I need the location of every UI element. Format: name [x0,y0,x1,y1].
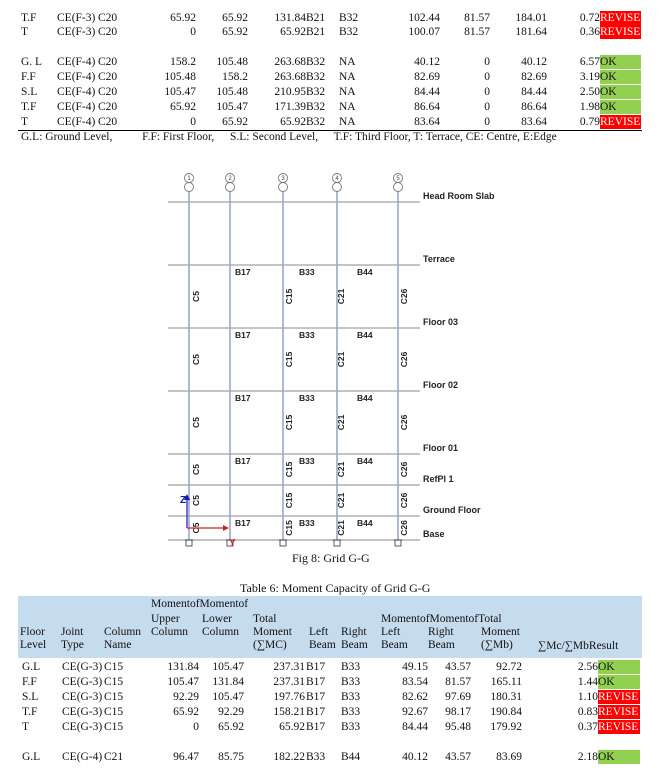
cell-ratio: 0.79 [579,116,600,128]
cell-l: 82.69 [414,71,440,83]
result-badge: REVISE [598,691,639,703]
table6-caption: Table 6: Moment Capacity of Grid G-G [240,581,431,595]
cell-floor: S.L [21,86,38,98]
table-row [0,660,664,674]
cell-col: C15 [104,721,124,733]
cell-col: C15 [104,661,124,673]
table-row [0,750,664,764]
cell-lower: 65.92 [222,12,248,24]
cell-total: 263.68 [274,71,306,83]
axis-y-label: Y [229,538,236,549]
cell-col: C15 [104,706,124,718]
column-label: C5 [191,291,201,302]
cell-tm: 165.11 [490,676,522,688]
cell-lower: 92.29 [218,706,244,718]
cell-joint: CE(F-3) [57,12,96,24]
cell-tm: 92.72 [496,661,522,673]
result-badge: OK [600,85,641,99]
cell-floor: T [21,26,29,38]
column-label: C26 [399,461,409,478]
cell-l: 49.15 [402,661,428,673]
cell-rt: 43.57 [445,751,471,763]
column-label: C26 [399,288,409,305]
column-label: C5 [191,495,201,506]
result-badge: OK [598,675,640,689]
cell-floor: T [22,721,30,733]
column-label: C15 [284,461,294,478]
cell-ratio: 1.44 [577,676,598,688]
cell-floor: T.F [21,101,37,113]
table-row [0,690,664,704]
column-label: C5 [191,417,201,428]
cell-floor: S.L [22,691,39,703]
h-total: Total Moment (∑MC) [253,613,292,651]
axis-z-label: Z [180,495,187,506]
cell-tm: 180.31 [490,691,522,703]
cell-l: 82.62 [402,691,428,703]
figure-caption: Fig 8: Grid G-G [292,551,370,565]
cell-rt: 0 [484,71,490,83]
cell-l: 83.64 [414,116,440,128]
h-total-moment: Moment (∑Mb) [481,626,520,651]
legend-gl: G.L: Ground Level, [21,131,113,143]
h-right-beam: Right Beam [341,626,368,651]
cell-lb: B17 [306,676,326,688]
cell-total: 65.92 [279,721,305,733]
cell-floor: T [21,116,29,128]
cell-upper: 0 [193,721,199,733]
cell-lb: B32 [306,71,326,83]
h-ratio-result: ∑Mc/∑MbResult [538,640,619,652]
grid-bubble-label: 5 [396,176,400,182]
cell-rt: 98.17 [445,706,471,718]
level-label: Floor 02 [423,380,459,390]
column-label: C21 [336,288,346,305]
h-floor: Floor Level [20,626,47,651]
h-left-beam: Left Beam [309,626,336,651]
cell-lower: 65.92 [222,116,248,128]
cell-floor: G. L [21,56,43,68]
cell-joint: CE(F-4) [57,116,96,128]
cell-floor: G.L [22,661,41,673]
cell-lower: 158.2 [222,71,248,83]
cell-total: 197.76 [273,691,305,703]
cell-rt: 0 [484,116,490,128]
column-label: C5 [191,354,201,365]
level-label: Terrace [423,254,455,264]
cell-tm: 181.64 [515,26,547,38]
cell-lb: B32 [306,86,326,98]
cell-joint: CE(F-4) [57,71,96,83]
cell-upper: 158.2 [170,56,196,68]
support-icon [280,540,286,546]
legend-sl: S.L: Second Level, [229,131,319,143]
cell-col: C20 [98,12,118,24]
cell-total: 182.22 [273,751,305,763]
table-row [0,705,664,719]
cell-total: 237.31 [273,661,305,673]
table6-header [18,596,642,658]
cell-total: 263.68 [274,56,306,68]
level-label: Floor 03 [423,317,459,327]
level-label: Ground Floor [423,505,481,515]
cell-col: C15 [104,676,124,688]
cell-col: C20 [98,86,118,98]
column-label: C15 [284,492,294,509]
grid-bubble-label: 2 [228,176,232,182]
cell-upper: 131.84 [167,661,199,673]
cell-ratio: 0.36 [579,26,600,38]
cell-ratio: 2.56 [577,661,598,673]
h-rb: Right Beam [428,626,455,651]
column-label: C21 [336,351,346,368]
grid-bubble [279,183,288,192]
cell-rt: 95.48 [445,721,471,733]
cell-floor: T.F [22,706,38,718]
cell-col: C15 [104,691,124,703]
cell-tm: 83.64 [521,116,547,128]
h-lower: Lower Column [202,613,240,638]
grid-bubble [226,183,235,192]
h-lb: Left Beam [381,626,408,651]
cell-rb: NA [339,71,356,83]
result-badge: REVISE [598,706,639,718]
column-label: C15 [284,414,294,431]
cell-ratio: 1.98 [579,101,600,113]
cell-col: C21 [104,751,124,763]
h-moment-top: MomentofMomentof [151,598,249,610]
cell-rb: NA [339,56,356,68]
cell-joint: CE(G-4) [62,751,103,763]
column-label: C5 [191,464,201,475]
cell-l: 84.44 [402,721,428,733]
cell-l: 92.67 [402,706,428,718]
beam-label: B33 [299,330,315,340]
beam-label: B33 [299,393,315,403]
h-column: Column Name [104,626,142,651]
cell-total: 237.31 [273,676,305,688]
cell-ratio: 1.10 [577,691,598,703]
result-badge: REVISE [598,721,639,733]
cell-l: 86.64 [414,101,440,113]
cell-lower: 85.75 [218,751,244,763]
cell-lower: 105.47 [212,661,244,673]
cell-upper: 0 [190,116,196,128]
h-joint: Joint Type [61,626,84,651]
cell-joint: CE(F-4) [57,101,96,113]
column-label: C5 [191,522,201,534]
cell-rb: B33 [341,706,361,718]
cell-tm: 184.01 [515,12,547,24]
cell-lower: 105.48 [216,86,248,98]
cell-tm: 190.84 [490,706,522,718]
beam-label: B17 [235,456,251,466]
cell-joint: CE(G-3) [62,706,103,718]
cell-floor: F.F [22,676,37,688]
cell-l: 83.54 [402,676,428,688]
cell-tm: 40.12 [521,56,547,68]
cell-rb: B32 [339,26,359,38]
grid-bubble-label: 3 [281,176,285,182]
cell-ratio: 3.19 [579,71,600,83]
column-label: C15 [284,351,294,368]
result-badge: OK [600,55,641,69]
cell-l: 84.44 [414,86,440,98]
level-label: RefPl 1 [423,474,454,484]
cell-col: C20 [98,101,118,113]
column-label: C21 [336,492,346,509]
cell-joint: CE(G-3) [62,691,103,703]
cell-rt: 0 [484,56,490,68]
cell-rb: B33 [341,661,361,673]
beam-label: B44 [357,267,373,277]
level-label: Head Room Slab [423,191,495,201]
beam-label: B33 [299,456,315,466]
grid-bubble [333,183,342,192]
cell-ratio: 2.50 [579,86,600,98]
cell-upper: 105.47 [167,676,199,688]
cell-ratio: 2.18 [577,751,598,763]
legend-tf: T.F: Third Floor, T: Terrace, CE: Centre, E:Edge [333,131,557,143]
cell-rt: 81.57 [445,676,471,688]
cell-rt: 81.57 [464,12,490,24]
cell-col: C20 [98,71,118,83]
cell-lb: B32 [306,116,326,128]
result-badge: OK [598,660,640,674]
beam-label: B44 [357,330,373,340]
grid-bubble-label: 4 [335,176,339,182]
cell-ratio: 6.57 [579,56,600,68]
cell-joint: CE(G-3) [62,721,103,733]
cell-lb: B21 [306,12,326,24]
cell-tm: 86.64 [521,101,547,113]
legend-ff: F.F: First Floor, [142,131,215,143]
column-label: C26 [399,492,409,509]
cell-lb: B32 [306,101,326,113]
cell-floor: G.L [22,751,41,763]
cell-lb: B32 [306,56,326,68]
table-row [0,720,664,734]
cell-lb: B17 [306,721,326,733]
cell-upper: 96.47 [173,751,199,763]
cell-lower: 65.92 [218,721,244,733]
cell-rt: 0 [484,101,490,113]
cell-l: 100.07 [408,26,440,38]
support-icon [395,540,401,546]
column-label: C21 [336,520,346,536]
grid-bubble-label: 1 [187,176,191,182]
cell-l: 40.12 [414,56,440,68]
cell-col: C20 [98,56,118,68]
level-label: Base [423,529,445,539]
cell-lower: 105.47 [212,691,244,703]
axis-y-arrow [223,525,229,531]
cell-rb: NA [339,86,356,98]
column-label: C15 [284,288,294,305]
cell-ratio: 0.83 [577,706,598,718]
cell-rb: B32 [339,12,359,24]
cell-lb: B17 [306,691,326,703]
beam-label: B17 [235,518,251,528]
column-label: C21 [336,414,346,431]
cell-lower: 131.84 [212,676,244,688]
cell-tm: 84.44 [521,86,547,98]
cell-total: 65.92 [280,26,306,38]
h-upper: Upper Column [151,613,189,638]
cell-joint: CE(F-4) [57,86,96,98]
beam-label: B44 [357,393,373,403]
cell-col: C20 [98,116,118,128]
cell-ratio: 0.72 [579,12,600,24]
cell-joint: CE(G-3) [62,676,103,688]
cell-upper: 105.47 [164,86,196,98]
beam-label: B17 [235,330,251,340]
column-label: C26 [399,520,409,536]
grid-bubble [394,183,403,192]
cell-lb: B21 [306,26,326,38]
cell-col: C20 [98,26,118,38]
cell-total: 171.39 [274,101,306,113]
cell-lower: 105.48 [216,56,248,68]
cell-upper: 105.48 [164,71,196,83]
beam-label: B33 [299,267,315,277]
cell-tm: 83.69 [496,751,522,763]
level-label: Floor 01 [423,443,459,453]
cell-tm: 179.92 [490,721,522,733]
cell-upper: 65.92 [173,706,199,718]
cell-rt: 0 [484,86,490,98]
column-label: C26 [399,414,409,431]
cell-rt: 43.57 [445,661,471,673]
cell-rt: 81.57 [464,26,490,38]
cell-rb: B33 [341,691,361,703]
grid-bubble [185,183,194,192]
cell-total: 158.21 [273,706,305,718]
cell-lb: B17 [306,661,326,673]
cell-l: 102.44 [408,12,440,24]
cell-rb: B33 [341,721,361,733]
beam-label: B17 [235,393,251,403]
cell-rb: NA [339,116,356,128]
cell-total: 210.95 [274,86,306,98]
cell-joint: CE(F-3) [57,26,96,38]
cell-rb: B44 [341,751,361,763]
column-label: C21 [336,461,346,478]
cell-upper: 65.92 [170,101,196,113]
cell-upper: 0 [190,26,196,38]
cell-rt: 97.69 [445,691,471,703]
cell-ratio: 0.37 [577,721,598,733]
cell-joint: CE(F-4) [57,56,96,68]
cell-floor: T.F [21,12,37,24]
cell-lower: 65.92 [222,26,248,38]
cell-tm: 82.69 [521,71,547,83]
beam-label: B44 [357,456,373,466]
result-badge: OK [600,100,641,114]
cell-lower: 105.47 [216,101,248,113]
beam-label: B44 [357,518,373,528]
result-badge: OK [598,750,640,764]
table-row [0,675,664,689]
result-badge: REVISE [600,26,641,38]
support-icon [186,540,192,546]
cell-joint: CE(G-3) [62,661,103,673]
cell-l: 40.12 [402,751,428,763]
column-label: C26 [399,351,409,368]
cell-total: 65.92 [280,116,306,128]
cell-lb: B33 [306,751,326,763]
result-badge: REVISE [600,116,641,128]
beam-label: B33 [299,518,315,528]
support-icon [334,540,340,546]
result-badge: OK [600,70,641,84]
cell-rb: NA [339,101,356,113]
result-badge: REVISE [600,12,641,24]
cell-total: 131.84 [274,12,306,24]
cell-upper: 65.92 [170,12,196,24]
cell-floor: F.F [21,71,36,83]
cell-rb: B33 [341,676,361,688]
cell-upper: 92.29 [173,691,199,703]
column-label: C15 [284,520,294,536]
h-moment2-top: MomentofMomentofTotal [381,613,502,625]
beam-label: B17 [235,267,251,277]
cell-lb: B17 [306,706,326,718]
